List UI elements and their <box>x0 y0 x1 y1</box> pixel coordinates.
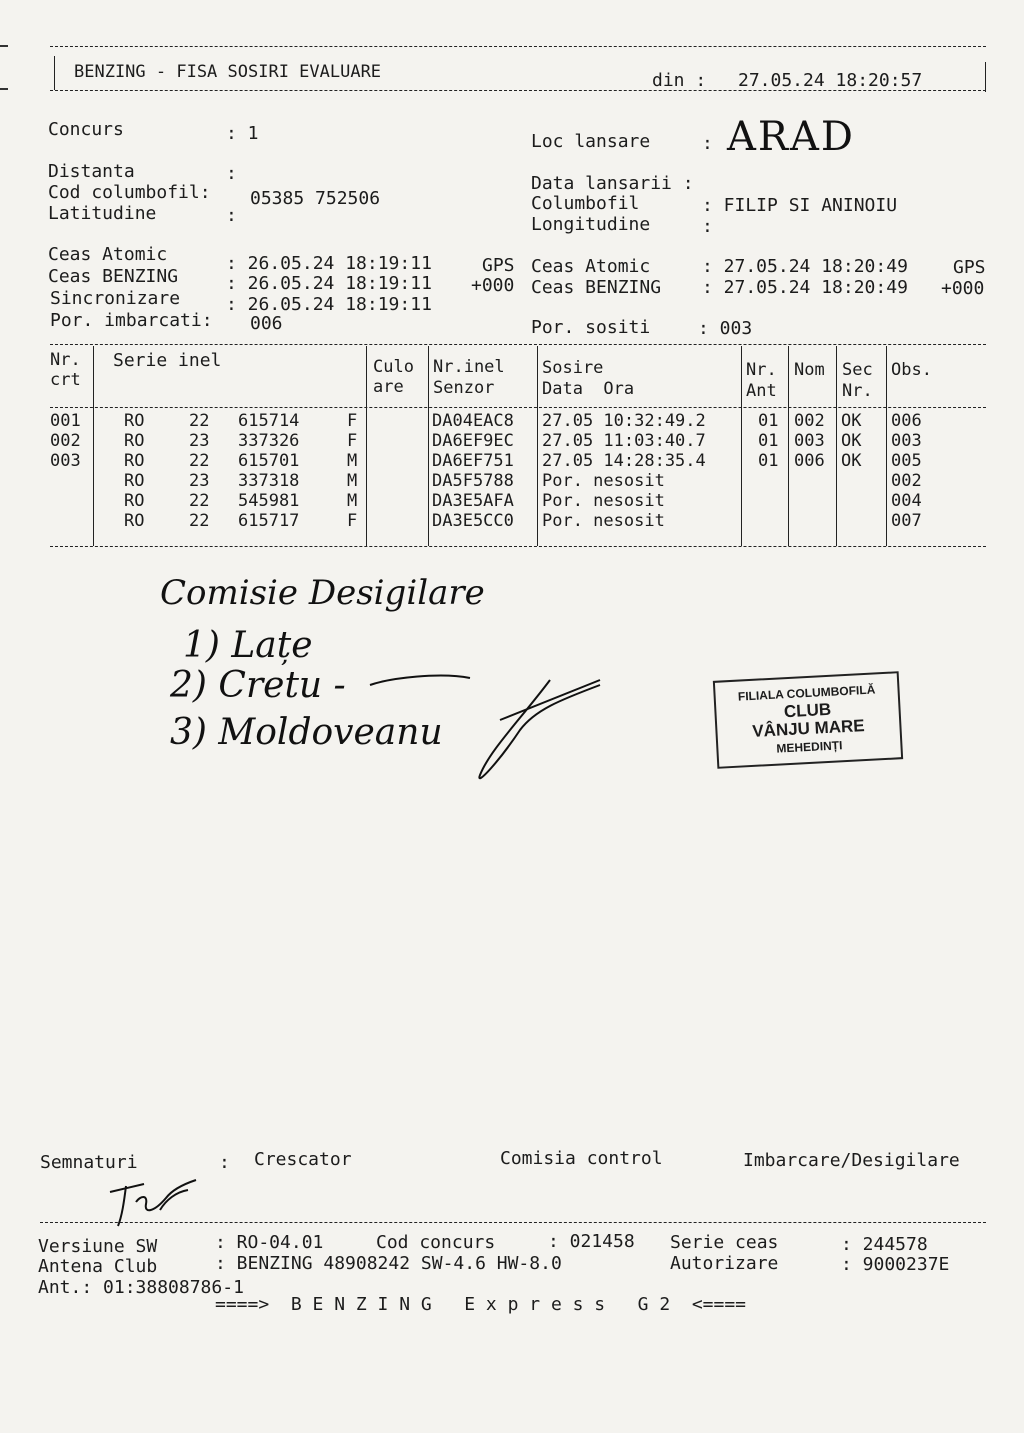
ceas-atomic-end-value: : 27.05.24 18:20:49 <box>702 256 908 277</box>
crescator-label: Crescator <box>254 1149 352 1170</box>
sheet-title: BENZING - FISA SOSIRI EVALUARE <box>74 62 382 82</box>
benzing-banner: ====> B E N Z I N G E x p r e s s G 2 <==== <box>215 1294 747 1315</box>
stamp-line-1: FILIALA COLUMBOFILĂ <box>737 682 876 704</box>
col-sep <box>428 346 429 546</box>
footer-rule <box>40 1222 986 1223</box>
header-serie-inel: Serie inel <box>113 350 222 371</box>
cell-nr: 545981 <box>238 491 300 511</box>
concurs-value: : 1 <box>226 123 259 144</box>
edge-mark <box>0 45 8 47</box>
columbofil-value: : FILIP SI ANINOIU <box>702 195 898 216</box>
header-obs: Obs. <box>891 360 932 380</box>
header-sosire: Sosire <box>542 358 604 378</box>
longitudine-label: Longitudine <box>531 214 651 235</box>
cell-senzor: DA04EAC8 <box>432 411 514 431</box>
commission-member-1: 1) Lațe <box>183 625 313 666</box>
cell-tara: RO <box>124 471 145 491</box>
cod-concurs-value: : 021458 <box>548 1231 635 1252</box>
date-label: din : <box>652 70 707 91</box>
cell-an: 22 <box>189 511 210 531</box>
cell-senzor: DA6EF751 <box>432 451 514 471</box>
imbarcare-label: Imbarcare/Desigilare <box>743 1150 960 1171</box>
cell-senzor: DA3E5AFA <box>432 491 514 511</box>
cell-an: 22 <box>189 451 210 471</box>
header-sec-nr: Nr. <box>842 381 873 401</box>
antena-value: : BENZING 48908242 SW-4.6 HW-8.0 <box>215 1253 562 1274</box>
cell-ant: 01 <box>758 411 779 431</box>
cell-sosire: 27.05 11:03:40.7 <box>542 431 706 451</box>
header-data-ora: Data Ora <box>542 379 635 399</box>
cell-senzor: DA6EF9EC <box>432 431 514 451</box>
ceas-benzing-value: : 26.05.24 18:19:11 <box>226 273 432 294</box>
cod-concurs-label: Cod concurs <box>376 1232 496 1253</box>
loc-lansare-label: Loc lansare <box>531 131 651 152</box>
header-senzor: Senzor <box>433 378 495 398</box>
distanta-value: : <box>226 163 237 184</box>
loc-lansare-colon: : <box>702 133 713 154</box>
distanta-label: Distanta <box>48 161 135 182</box>
serie-ceas-label: Serie ceas <box>670 1232 779 1253</box>
date-value: 27.05.24 18:20:57 <box>738 70 923 91</box>
stamp-line-2: CLUB <box>783 699 832 722</box>
cell-nom: 006 <box>794 451 825 471</box>
imbarcati-value: 006 <box>250 313 283 334</box>
col-sep <box>886 346 887 546</box>
cell-sosire: Por. nesosit <box>542 491 665 511</box>
cell-obs: 002 <box>891 471 922 491</box>
ceas-benzing-end-value: : 27.05.24 18:20:49 <box>702 277 908 298</box>
antena-label: Antena Club <box>38 1256 158 1277</box>
autorizare-label: Autorizare <box>670 1253 779 1274</box>
longitudine-value: : <box>702 216 713 237</box>
header-top-rule <box>50 46 986 47</box>
cell-obs: 007 <box>891 511 922 531</box>
cell-senzor: DA3E5CC0 <box>432 511 514 531</box>
header-bottom-rule <box>50 90 986 91</box>
cod-columbofil-value: 05385 752506 <box>250 188 381 209</box>
cell-nr: 337318 <box>238 471 300 491</box>
cell-sex: M <box>347 491 358 511</box>
cell-ant: 01 <box>758 431 779 451</box>
ceas-atomic-suffix: GPS <box>482 255 515 276</box>
table-top-rule <box>50 344 986 345</box>
cell-nr: 615701 <box>238 451 300 471</box>
imbarcati-label: Por. imbarcati: <box>50 310 213 331</box>
cell-sex: F <box>347 431 358 451</box>
col-sep <box>537 346 538 546</box>
cell-sex: M <box>347 471 358 491</box>
table-bottom-rule <box>50 546 986 547</box>
latitudine-value: : <box>226 205 237 226</box>
cell-an: 22 <box>189 491 210 511</box>
cell-tara: RO <box>124 451 145 471</box>
header-nr-crt: Nr. <box>50 350 81 370</box>
cell-sex: F <box>347 511 358 531</box>
stamp-line-3: VÂNJU MARE <box>751 716 866 741</box>
concurs-label: Concurs <box>48 119 124 140</box>
cell-sosire: 27.05 10:32:49.2 <box>542 411 706 431</box>
ceas-atomic-label: Ceas Atomic <box>48 244 168 265</box>
header-nom: Nom <box>794 360 825 380</box>
header-sec: Sec <box>842 360 873 380</box>
ceas-benzing-label: Ceas BENZING <box>48 266 179 287</box>
header-right-bar <box>985 62 986 92</box>
sositi-value: : 003 <box>698 318 753 339</box>
ceas-atomic-end-suffix: GPS <box>953 257 986 278</box>
cell-nom: 003 <box>794 431 825 451</box>
cell-nr: 615717 <box>238 511 300 531</box>
versiune-value: : RO-04.01 <box>215 1232 324 1253</box>
cell-an: 23 <box>189 471 210 491</box>
cell-sex: M <box>347 451 358 471</box>
cell-obs: 004 <box>891 491 922 511</box>
col-sep <box>741 346 742 546</box>
cell-crt: 002 <box>50 431 81 451</box>
comisia-control-label: Comisia control <box>500 1148 663 1169</box>
columbofil-label: Columbofil <box>531 193 640 214</box>
cell-sosire: Por. nesosit <box>542 511 665 531</box>
cell-sec: OK <box>841 451 862 471</box>
cell-tara: RO <box>124 491 145 511</box>
commission-member-2: 2) Cretu - <box>170 665 346 706</box>
ceas-benzing-end-suffix: +000 <box>941 278 985 299</box>
stamp-line-4: MEHEDINȚI <box>776 738 843 756</box>
sincronizare-label: Sincronizare <box>50 288 181 309</box>
cell-obs: 006 <box>891 411 922 431</box>
cell-nr: 337326 <box>238 431 300 451</box>
cell-tara: RO <box>124 431 145 451</box>
loc-lansare-value: ARAD <box>727 114 855 160</box>
header-ant: Ant <box>746 381 777 401</box>
cell-sec: OK <box>841 431 862 451</box>
header-left-bar <box>54 56 55 90</box>
cell-ant: 01 <box>758 451 779 471</box>
cell-obs: 003 <box>891 431 922 451</box>
cell-tara: RO <box>124 411 145 431</box>
cell-sosire: 27.05 14:28:35.4 <box>542 451 706 471</box>
autorizare-value: : 9000237E <box>841 1254 950 1275</box>
cell-senzor: DA5F5788 <box>432 471 514 491</box>
cell-sex: F <box>347 411 358 431</box>
ant-line: Ant.: 01:38808786-1 <box>38 1277 244 1298</box>
cell-an: 23 <box>189 431 210 451</box>
header-culoare-2: are <box>373 377 404 397</box>
cod-columbofil-label: Cod columbofil: <box>48 182 211 203</box>
versiune-label: Versiune SW <box>38 1236 158 1257</box>
breeder-signature <box>96 1172 206 1232</box>
ceas-benzing-end-label: Ceas BENZING <box>531 277 662 298</box>
semnaturi-label: Semnaturi <box>40 1152 138 1173</box>
header-nr-inel: Nr.inel <box>433 357 505 377</box>
ceas-atomic-end-label: Ceas Atomic <box>531 256 651 277</box>
latitudine-label: Latitudine <box>48 203 157 224</box>
cell-nr: 615714 <box>238 411 300 431</box>
commission-member-3: 3) Moldoveanu <box>170 712 443 753</box>
header-nr-ant: Nr. <box>746 360 777 380</box>
cell-an: 22 <box>189 411 210 431</box>
col-sep <box>836 346 837 546</box>
cell-crt: 003 <box>50 451 81 471</box>
col-sep <box>93 346 94 546</box>
serie-ceas-value: : 244578 <box>841 1234 928 1255</box>
commission-heading: Comisie Desigilare <box>160 573 485 613</box>
col-sep <box>366 346 367 546</box>
cell-sec: OK <box>841 411 862 431</box>
cell-sosire: Por. nesosit <box>542 471 665 491</box>
semnaturi-colon: : <box>219 1152 230 1173</box>
cell-crt: 001 <box>50 411 81 431</box>
data-lansarii-label: Data lansarii : <box>531 173 694 194</box>
cell-obs: 005 <box>891 451 922 471</box>
col-sep <box>788 346 789 546</box>
sincronizare-value: : 26.05.24 18:19:11 <box>226 294 432 315</box>
header-culoare: Culo <box>373 357 414 377</box>
club-stamp <box>713 671 903 769</box>
ceas-benzing-suffix: +000 <box>471 275 515 296</box>
header-nr-crt-2: crt <box>50 370 81 390</box>
table-header-rule <box>50 407 986 408</box>
sositi-label: Por. sositi <box>531 317 651 338</box>
edge-mark <box>0 88 8 90</box>
cell-tara: RO <box>124 511 145 531</box>
cell-nom: 002 <box>794 411 825 431</box>
ceas-atomic-value: : 26.05.24 18:19:11 <box>226 253 432 274</box>
